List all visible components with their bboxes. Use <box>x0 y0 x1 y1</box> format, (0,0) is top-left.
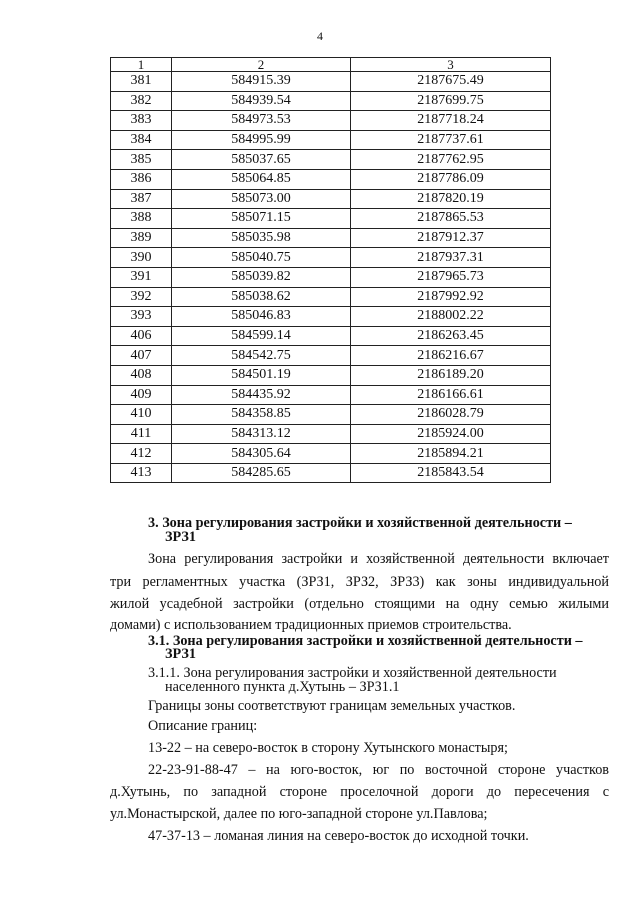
table-row <box>111 267 551 287</box>
section-3-paragraph-line: домами) с использованием традиционных приемов строительства. <box>110 617 512 633</box>
table-row <box>111 189 551 209</box>
y-coordinate-cell: 2187820.19 <box>351 189 551 209</box>
point-number-cell: 390 <box>111 248 172 268</box>
y-coordinate-cell: 2187965.73 <box>351 267 551 287</box>
y-coordinate-cell: 2187737.61 <box>351 130 551 150</box>
table-row <box>111 130 551 150</box>
x-coordinate-cell: 584915.39 <box>172 72 351 92</box>
table-row <box>111 150 551 170</box>
section-3-1-heading: 3.1. Зона регулирования застройки и хозяйственной деятельности – <box>148 633 583 649</box>
boundary-segment-1: 13-22 – на северо-восток в сторону Хутынского монастыря; <box>148 740 508 756</box>
section-3-1-1-heading-line2: населенного пункта д.Хутынь – ЗРЗ1.1 <box>165 679 400 695</box>
description-label: Описание границ: <box>148 718 258 734</box>
x-coordinate-cell: 585037.65 <box>172 150 351 170</box>
point-number-cell: 391 <box>111 267 172 287</box>
column-header-y: 3 <box>351 58 551 72</box>
x-coordinate-cell: 584973.53 <box>172 111 351 131</box>
point-number-cell: 381 <box>111 72 172 92</box>
table-row <box>111 91 551 111</box>
table-row <box>111 169 551 189</box>
point-number-cell: 412 <box>111 444 172 464</box>
point-number-cell: 408 <box>111 365 172 385</box>
table-row <box>111 248 551 268</box>
y-coordinate-cell: 2186263.45 <box>351 326 551 346</box>
section-3-paragraph-line: жилой усадебной застройки (отдельно стоящими на одну семью жилыми <box>110 596 609 612</box>
table-row <box>111 111 551 131</box>
y-coordinate-cell: 2187718.24 <box>351 111 551 131</box>
page-number: 4 <box>317 29 323 43</box>
x-coordinate-cell: 585035.98 <box>172 228 351 248</box>
table-row <box>111 307 551 327</box>
table-row <box>111 72 551 92</box>
point-number-cell: 392 <box>111 287 172 307</box>
table-row <box>111 209 551 229</box>
table-body <box>111 72 551 483</box>
table-row <box>111 463 551 483</box>
y-coordinate-cell: 2187675.49 <box>351 72 551 92</box>
section-3-heading-code: ЗРЗ1 <box>165 529 196 545</box>
coordinates-table <box>110 57 551 483</box>
point-number-cell: 406 <box>111 326 172 346</box>
y-coordinate-cell: 2185894.21 <box>351 444 551 464</box>
point-number-cell: 393 <box>111 307 172 327</box>
table-row <box>111 346 551 366</box>
y-coordinate-cell: 2185843.54 <box>351 463 551 483</box>
point-number-cell: 385 <box>111 150 172 170</box>
point-number-cell: 382 <box>111 91 172 111</box>
x-coordinate-cell: 585046.83 <box>172 307 351 327</box>
point-number-cell: 386 <box>111 169 172 189</box>
section-3-1-heading-code: ЗРЗ1 <box>165 646 196 662</box>
y-coordinate-cell: 2185924.00 <box>351 424 551 444</box>
point-number-cell: 411 <box>111 424 172 444</box>
table-row <box>111 326 551 346</box>
boundary-segment-3: 47-37-13 – ломаная линия на северо-восток до исходной точки. <box>148 828 529 844</box>
section-3-heading: 3. Зона регулирования застройки и хозяйственной деятельности – <box>148 515 572 531</box>
point-number-cell: 407 <box>111 346 172 366</box>
section-3-paragraph-line: три регламентных участка (ЗРЗ1, ЗРЗ2, ЗРЗ3) как зоны индивидуальной <box>110 574 609 590</box>
y-coordinate-cell: 2187786.09 <box>351 169 551 189</box>
x-coordinate-cell: 585073.00 <box>172 189 351 209</box>
x-coordinate-cell: 585039.82 <box>172 267 351 287</box>
point-number-cell: 410 <box>111 405 172 425</box>
y-coordinate-cell: 2187865.53 <box>351 209 551 229</box>
x-coordinate-cell: 584435.92 <box>172 385 351 405</box>
y-coordinate-cell: 2186166.61 <box>351 385 551 405</box>
table-row <box>111 287 551 307</box>
x-coordinate-cell: 585040.75 <box>172 248 351 268</box>
column-header-point: 1 <box>111 58 172 72</box>
y-coordinate-cell: 2187992.92 <box>351 287 551 307</box>
x-coordinate-cell: 585071.15 <box>172 209 351 229</box>
y-coordinate-cell: 2187762.95 <box>351 150 551 170</box>
table-row <box>111 405 551 425</box>
table-row <box>111 444 551 464</box>
point-number-cell: 387 <box>111 189 172 209</box>
y-coordinate-cell: 2186028.79 <box>351 405 551 425</box>
table-header-row <box>111 58 551 72</box>
y-coordinate-cell: 2186189.20 <box>351 365 551 385</box>
x-coordinate-cell: 584313.12 <box>172 424 351 444</box>
y-coordinate-cell: 2188002.22 <box>351 307 551 327</box>
x-coordinate-cell: 584358.85 <box>172 405 351 425</box>
table-row <box>111 385 551 405</box>
column-header-x: 2 <box>172 58 351 72</box>
y-coordinate-cell: 2187699.75 <box>351 91 551 111</box>
section-3-paragraph-line: Зона регулирования застройки и хозяйственной деятельности включает <box>148 551 609 567</box>
section-3-1-1-heading: 3.1.1. Зона регулирования застройки и хозяйственной деятельности <box>148 665 557 681</box>
table-row <box>111 424 551 444</box>
x-coordinate-cell: 584599.14 <box>172 326 351 346</box>
x-coordinate-cell: 584305.64 <box>172 444 351 464</box>
point-number-cell: 388 <box>111 209 172 229</box>
x-coordinate-cell: 584501.19 <box>172 365 351 385</box>
x-coordinate-cell: 584995.99 <box>172 130 351 150</box>
point-number-cell: 383 <box>111 111 172 131</box>
y-coordinate-cell: 2187937.31 <box>351 248 551 268</box>
table-row <box>111 228 551 248</box>
x-coordinate-cell: 584939.54 <box>172 91 351 111</box>
x-coordinate-cell: 585038.62 <box>172 287 351 307</box>
point-number-cell: 409 <box>111 385 172 405</box>
x-coordinate-cell: 585064.85 <box>172 169 351 189</box>
boundary-segment-2: 22-23-91-88-47 – на юго-восток, юг по восточной стороне участков <box>148 762 609 778</box>
point-number-cell: 389 <box>111 228 172 248</box>
table-row <box>111 365 551 385</box>
y-coordinate-cell: 2186216.67 <box>351 346 551 366</box>
y-coordinate-cell: 2187912.37 <box>351 228 551 248</box>
x-coordinate-cell: 584285.65 <box>172 463 351 483</box>
point-number-cell: 384 <box>111 130 172 150</box>
point-number-cell: 413 <box>111 463 172 483</box>
boundaries-text: Границы зоны соответствуют границам земельных участков. <box>148 698 516 714</box>
boundary-segment-2-line: д.Хутынь, по западной стороне проселочной дороги до пересечения с <box>110 784 609 800</box>
x-coordinate-cell: 584542.75 <box>172 346 351 366</box>
boundary-segment-2-line: ул.Монастырской, далее по юго-западной стороне ул.Павлова; <box>110 806 488 822</box>
